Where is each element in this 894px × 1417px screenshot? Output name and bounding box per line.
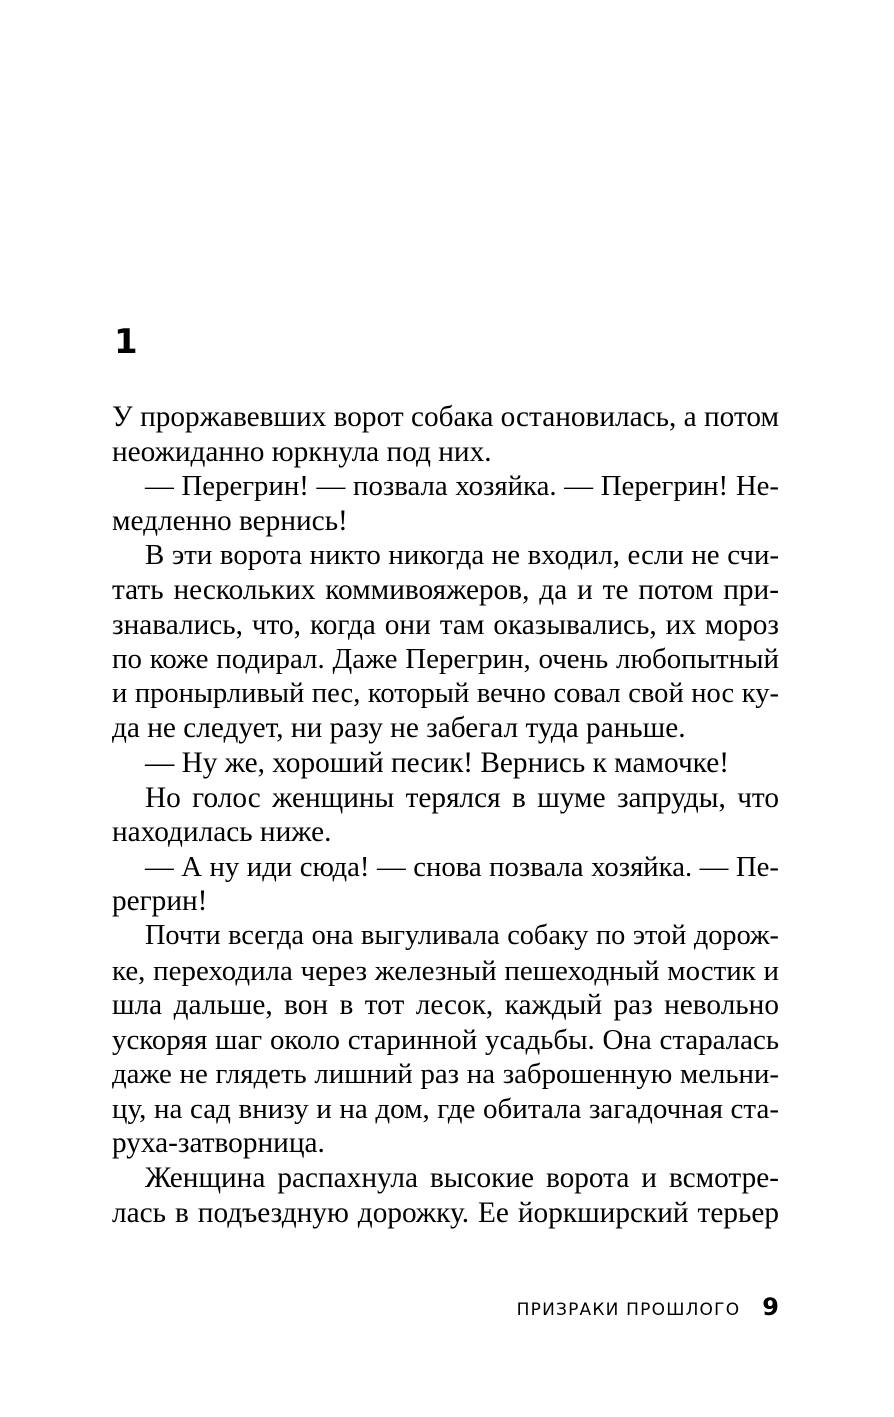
text-line: ускоряя шаг около старинной усадьбы. Она старалась [112,1023,779,1056]
text-line: регрин! [112,885,208,918]
text-line: У проржавевших ворот собака остановилась, а потом [112,401,779,433]
text-line: по коже подирал. Даже Перегрин, очень любопытный [112,643,779,676]
text-line: — Ну же, хороший песик! Вернись к мамочке! [145,746,729,779]
text-line: и пронырливый пес, который вечно совал свой нос ку- [112,677,779,709]
text-line: — Перегрин! — позвала хозяйка. — Перегрин! Не- [145,470,779,503]
text-line: Почти всегда она выгуливала собаку по этой дорож- [145,919,779,951]
text-line: руха-затворница. [112,1127,325,1160]
page-number: 9 [762,1293,779,1321]
text-line: находилась ниже. [112,816,332,849]
page-footer [112,1293,779,1327]
text-line: шла дальше, вон в тот лесок, каждый раз невольно [112,989,779,1022]
text-line: Женщина распахнула высокие ворота и всмотре- [145,1162,779,1195]
body-text [112,400,779,1230]
text-line: неожиданно юркнула под них. [112,435,492,468]
text-line: ке, переходила через железный пешеходный мостик и [112,954,779,987]
text-line: Но голос женщины терялся в шуме запруды, что [145,781,779,814]
text-line: цу, на сад внизу и на дом, где обитала загадочная ста- [112,1092,779,1125]
running-title: ПРИЗРАКИ ПРОШЛОГО [516,1300,741,1320]
chapter-number: 1 [114,322,138,362]
text-line: знавались, что, когда они там оказывались, их мороз [112,608,779,641]
text-line: медленно вернись! [112,504,348,537]
text-line: лась в подъездную дорожку. Ее йоркширский терьер [112,1196,779,1229]
text-line: даже не глядеть лишний раз на заброшенную мельни- [112,1058,779,1091]
text-line: тать нескольких коммивояжеров, да и те потом при- [112,573,779,606]
text-line: да не следует, ни разу не забегал туда раньше. [112,712,686,745]
text-line: В эти ворота никто никогда не входил, если не счи- [145,539,779,572]
text-line: — А ну иди сюда! — снова позвала хозяйка. — Пе- [145,850,779,883]
